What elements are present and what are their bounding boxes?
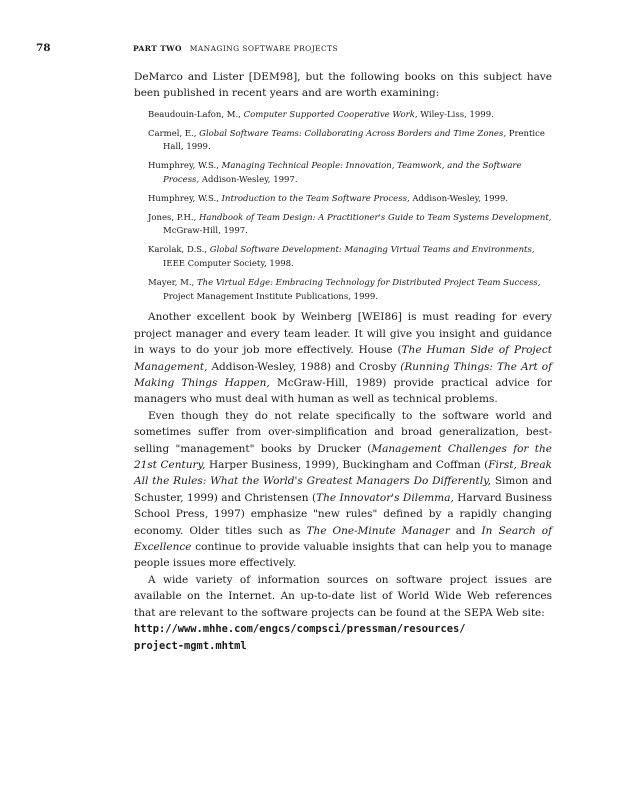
weinberg-paragraph: Another excellent book by Weinberg [WEI86] is must reading for every project manager and every team leader. It will give you insight and guidance in ways to do your job more effectively. House (The Human Side of Project Management, Addison-Wesley, 1988) and Crosby (Running Things: The Art of Making Things Happen, McGraw-Hill, 1989) provide practical advice for managers who must deal with human as well as technical problems. — [134, 311, 552, 406]
reference-item: Humphrey, W.S., Managing Technical People: Innovation, Teamwork, and the Software Process, Addison-Wesley, 1997. — [148, 161, 522, 185]
reference-item: Beaudouin-Lafon, M., Computer Supported Cooperative Work, Wiley-Liss, 1999. — [148, 109, 494, 120]
part-label: PART TWO — [133, 44, 182, 53]
sepa-url-link[interactable]: http://www.mhhe.com/engcs/compsci/pressman/resources/ — [134, 623, 466, 636]
reference-item: Jones, P.H., Handbook of Team Design: A Practitioner's Guide to Team Systems Development, McGraw-Hill, 1997. — [148, 212, 552, 237]
management-books-paragraph: Even though they do not relate specifically to the software world and sometimes suffer from over-simplification and broad generalization, best-selling "management" books by Drucker (Management Challenges for the 21st Century, Harper Business, 1999), Buckingham and Coffman (First, Break All the Rules: What the World's Greatest Managers Do Differently, Simon and Schuster, 1999) and Christensen (The Innovator's Dilemma, Harvard Business School Press, 1997) emphasize "new rules" defined by a rapidly changing economy. Older titles such as The One-Minute Manager and In Search of Excellence continue to provide valuable insights that can help you to manage people issues more effectively. — [134, 409, 553, 570]
reference-list — [148, 109, 552, 305]
running-head — [133, 44, 338, 53]
reference-item: Mayer, M., The Virtual Edge: Embracing Technology for Distributed Project Team Success, Project Management Institute Publications, 1999. — [148, 277, 541, 302]
intro-paragraph: DeMarco and Lister [DEM98], but the following books on this subject have been published in recent years and are worth examining: — [134, 71, 552, 100]
internet-sources-paragraph: A wide variety of information sources on software project issues are available on the Internet. An up-to-date list of World Wide Web references that are relevant to the software projects can be found at the SEPA Web site: — [134, 573, 552, 619]
reference-item: Carmel, E., Global Software Teams: Collaborating Across Borders and Time Zones, Prentice Hall, 1999. — [148, 128, 545, 153]
page-number: 78 — [36, 42, 51, 54]
sepa-url-link-continued[interactable]: project-mgmt.mhtml — [134, 639, 247, 652]
page-body — [134, 69, 552, 654]
reference-item: Humphrey, W.S., Introduction to the Team Software Process, Addison-Wesley, 1999. — [148, 193, 509, 204]
reference-item: Karolak, D.S., Global Software Development: Managing Virtual Teams and Environments, IEEE Computer Society, 1998. — [148, 245, 535, 269]
section-title: MANAGING SOFTWARE PROJECTS — [189, 44, 339, 53]
